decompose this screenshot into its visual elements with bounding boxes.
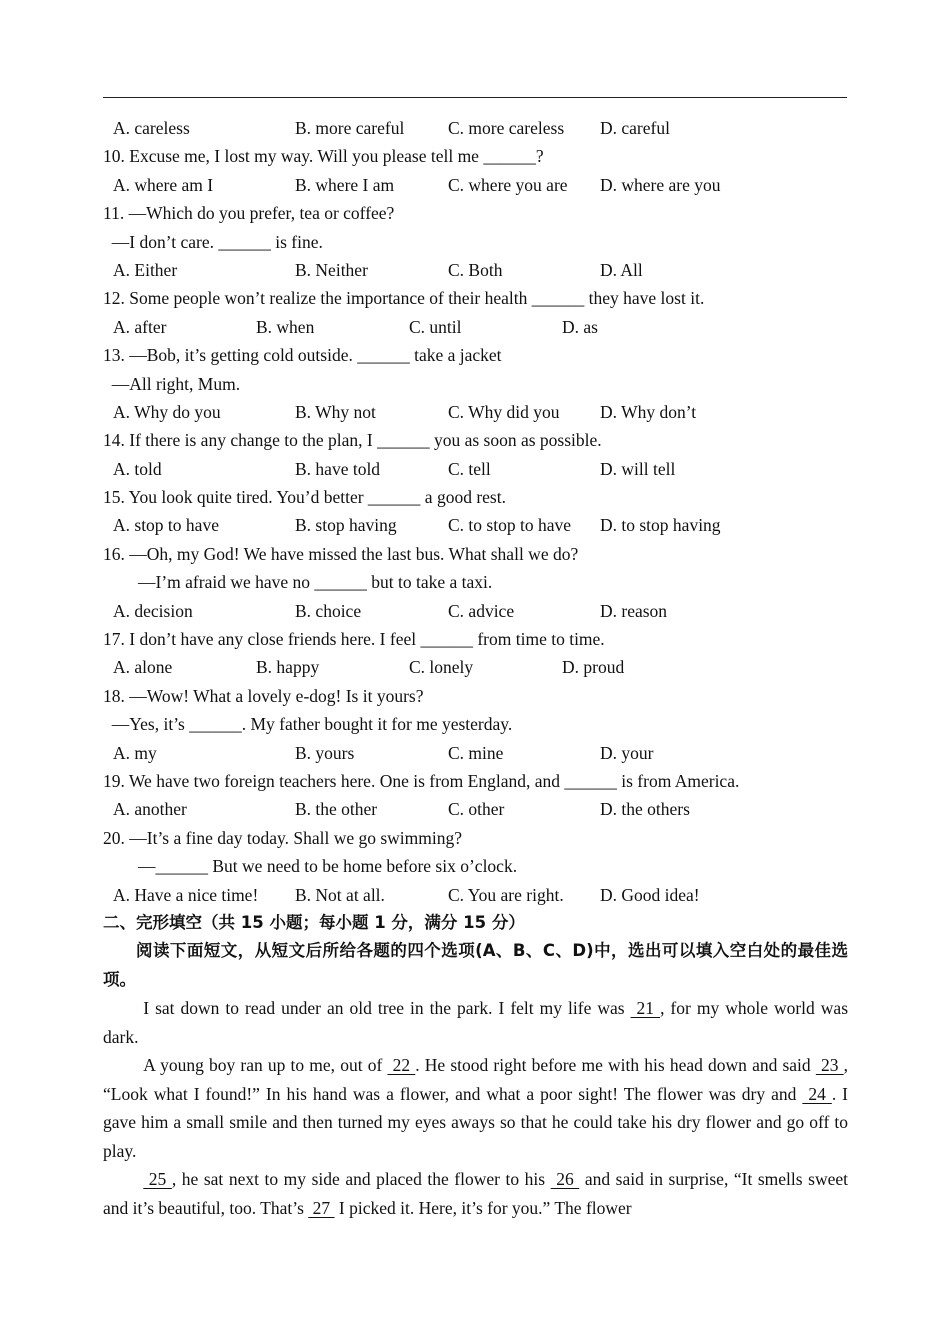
option-b: B. the other bbox=[295, 799, 378, 820]
passage-paragraph-2 bbox=[103, 1051, 848, 1165]
question-options bbox=[103, 739, 848, 767]
question-options bbox=[103, 171, 848, 199]
passage-text: , he sat next to my side and placed the flower to his bbox=[171, 1169, 551, 1190]
question-dialogue-line: —I’m afraid we have no ______ but to take a taxi. bbox=[103, 572, 493, 593]
passage-text: I sat down to read under an old tree in the park. I felt my life was bbox=[143, 998, 631, 1019]
question-options bbox=[103, 795, 848, 823]
option-a: A. decision bbox=[113, 600, 193, 621]
option-b: B. have told bbox=[295, 458, 381, 479]
blank-23: 23 bbox=[815, 1055, 844, 1076]
option-b: B. choice bbox=[295, 600, 362, 621]
option-a: A. another bbox=[113, 799, 187, 820]
option-b: B. yours bbox=[295, 742, 355, 763]
option-b: B. happy bbox=[256, 657, 320, 678]
option-b: B. stop having bbox=[295, 515, 397, 536]
question-dialogue-line: —All right, Mum. bbox=[103, 373, 241, 394]
blank-27: 27 bbox=[308, 1197, 335, 1218]
question-options bbox=[103, 881, 848, 909]
option-d: D. where are you bbox=[600, 174, 721, 195]
option-d: D. to stop having bbox=[600, 515, 721, 536]
option-b: B. Not at all. bbox=[295, 884, 385, 905]
blank-26: 26 bbox=[550, 1169, 580, 1190]
option-b: B. where I am bbox=[295, 174, 395, 195]
question-options bbox=[103, 455, 848, 483]
option-b: B. when bbox=[256, 316, 315, 337]
passage-paragraph-3 bbox=[103, 1165, 848, 1222]
passage-text: . I gave him a small smile and then turned my eyes aways so that he could take his dry flower and go off to play. bbox=[103, 1083, 849, 1161]
option-c: C. Both bbox=[448, 259, 503, 280]
option-a: A. told bbox=[113, 458, 162, 479]
passage-text: . He stood right before me with his head down and said bbox=[415, 1055, 816, 1076]
option-b: B. Neither bbox=[295, 259, 368, 280]
question-list bbox=[103, 142, 848, 909]
option-a: A. Have a nice time! bbox=[113, 884, 259, 905]
option-a: A. Why do you bbox=[113, 401, 221, 422]
blank-25: 25 bbox=[143, 1169, 172, 1190]
option-a: A. my bbox=[113, 742, 157, 763]
option-c: C. Why did you bbox=[448, 401, 560, 422]
passage-text: , for my whole world was dark. bbox=[103, 998, 849, 1047]
question-options bbox=[103, 511, 848, 539]
option-c: C. other bbox=[448, 799, 505, 820]
option-a: A. stop to have bbox=[113, 515, 219, 536]
question-stem: 18. —Wow! What a lovely e-dog! Is it yours? bbox=[103, 685, 424, 706]
question-stem: 16. —Oh, my God! We have missed the last bus. What shall we do? bbox=[103, 543, 579, 564]
blank-22: 22 bbox=[387, 1055, 416, 1076]
q9-options bbox=[103, 114, 848, 142]
passage-paragraph-1 bbox=[103, 994, 848, 1051]
option-d: D. reason bbox=[600, 600, 668, 621]
option-d: D. careful bbox=[600, 118, 670, 138]
question-options bbox=[103, 597, 848, 625]
option-a: A. after bbox=[113, 316, 167, 337]
blank-24: 24 bbox=[802, 1083, 832, 1104]
option-c: C. tell bbox=[448, 458, 491, 479]
question-stem: 19. We have two foreign teachers here. One is from England, and ______ is from America. bbox=[103, 770, 740, 791]
option-d: D. proud bbox=[562, 657, 625, 678]
question-options bbox=[103, 398, 848, 426]
question-stem: 10. Excuse me, I lost my way. Will you please tell me ______? bbox=[103, 146, 544, 167]
option-d: D. the others bbox=[600, 799, 690, 820]
blank-21: 21 bbox=[630, 998, 661, 1019]
question-dialogue-line: —Yes, it’s ______. My father bought it for me yesterday. bbox=[103, 714, 513, 735]
option-d: D. Why don’t bbox=[600, 401, 697, 422]
question-stem: 13. —Bob, it’s getting cold outside. ______ take a jacket bbox=[103, 345, 502, 366]
option-c: C. until bbox=[409, 316, 462, 337]
question-stem: 15. You look quite tired. You’d better ______ a good rest. bbox=[103, 487, 506, 508]
passage-text: I picked it. Here, it’s for you.” The flower bbox=[334, 1197, 632, 1218]
option-d: D. your bbox=[600, 742, 654, 763]
option-c: C. where you are bbox=[448, 174, 568, 195]
question-stem: 20. —It’s a fine day today. Shall we go swimming? bbox=[103, 827, 463, 848]
option-b: B. more careful bbox=[295, 118, 405, 138]
question-stem: 17. I don’t have any close friends here. I feel ______ from time to time. bbox=[103, 629, 605, 650]
option-c: C. You are right. bbox=[448, 884, 564, 905]
option-c: C. mine bbox=[448, 742, 504, 763]
option-c: C. to stop to have bbox=[448, 515, 571, 536]
passage-text: and said in surprise, “It smells sweet and it’s beautiful, too. That’s bbox=[103, 1169, 848, 1218]
option-c: C. more careless bbox=[448, 118, 565, 138]
option-d: D. will tell bbox=[600, 458, 676, 479]
option-c: C. lonely bbox=[409, 657, 474, 678]
option-d: D. as bbox=[562, 316, 598, 337]
question-stem: 12. Some people won’t realize the importance of their health ______ they have lost it. bbox=[103, 288, 705, 309]
option-a: A. Either bbox=[113, 259, 178, 280]
exam-content bbox=[103, 114, 848, 1222]
question-stem: 14. If there is any change to the plan, I ______ you as soon as possible. bbox=[103, 430, 602, 451]
question-dialogue-line: —______ But we need to be home before six o’clock. bbox=[103, 856, 518, 877]
passage-text: A young boy ran up to me, out of bbox=[143, 1055, 388, 1076]
passage-text: , “Look what I found!” In his hand was a flower, and what a poor sight! The flower was dry and bbox=[103, 1055, 849, 1104]
option-d: D. Good idea! bbox=[600, 884, 700, 905]
section-heading: 二、完形填空（共 15 小题；每小题 1 分，满分 15 分） bbox=[103, 912, 525, 932]
option-a: A. careless bbox=[113, 118, 190, 138]
option-c: C. advice bbox=[448, 600, 515, 621]
question-stem: 11. —Which do you prefer, tea or coffee? bbox=[103, 203, 395, 224]
option-b: B. Why not bbox=[295, 401, 376, 422]
header-rule bbox=[103, 97, 847, 98]
option-d: D. All bbox=[600, 259, 643, 280]
question-options bbox=[103, 653, 848, 681]
option-a: A. where am I bbox=[113, 174, 214, 195]
option-a: A. alone bbox=[113, 657, 173, 678]
question-dialogue-line: —I don’t care. ______ is fine. bbox=[103, 231, 323, 252]
section-instruction: 阅读下面短文，从短文后所给各题的四个选项(A、B、C、D)中，选出可以填入空白处的最佳选项。 bbox=[103, 941, 848, 989]
question-options bbox=[103, 256, 848, 284]
question-options bbox=[103, 313, 848, 341]
